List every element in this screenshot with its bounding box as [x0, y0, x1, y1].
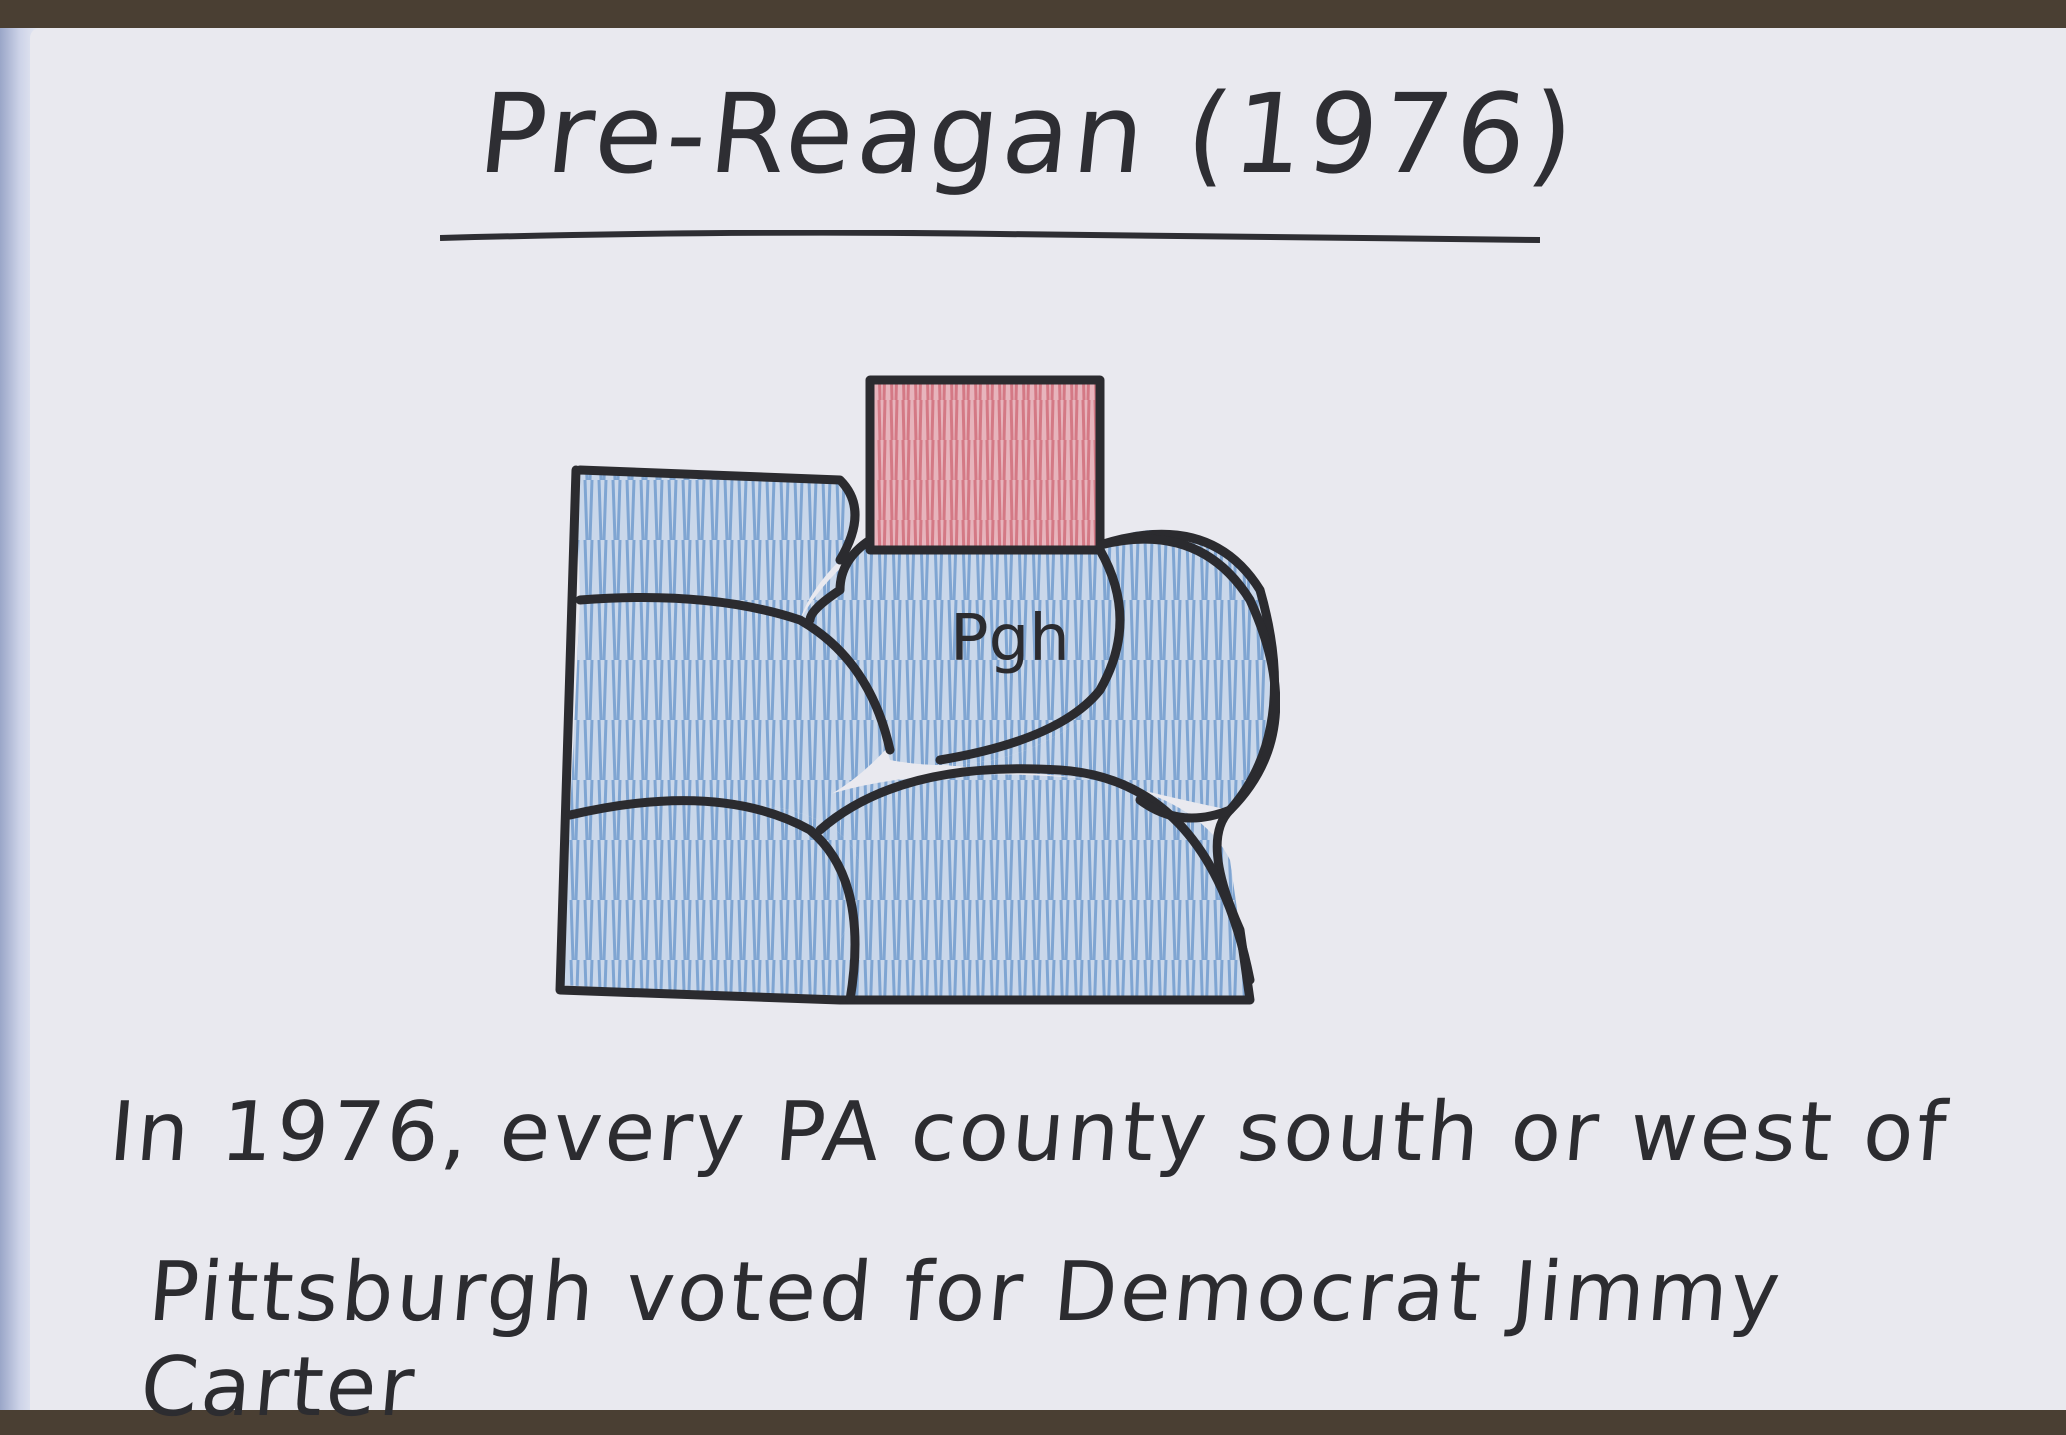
- title-underline: [440, 230, 1540, 244]
- county-map: [540, 360, 1280, 1020]
- county-north-red: [870, 380, 1100, 550]
- city-label-pittsburgh: Pgh: [950, 602, 1070, 676]
- caption-line-1: In 1976, every PA county south or west of: [105, 1085, 1953, 1180]
- caption-line-2: Pittsburgh voted for Democrat Jimmy Carter: [136, 1245, 1787, 1435]
- page-title: Pre-Reagan (1976): [473, 70, 1584, 198]
